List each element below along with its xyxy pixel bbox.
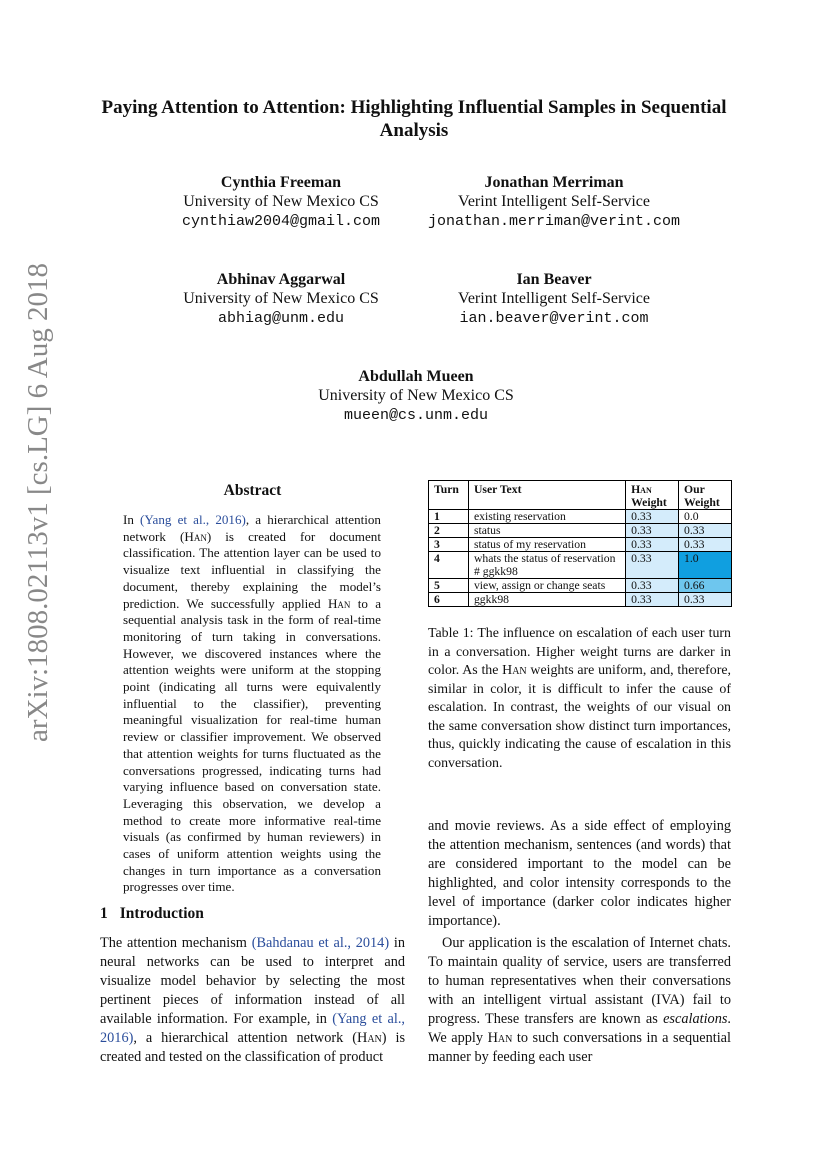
user-text-cell: status	[468, 524, 625, 538]
attention-weights-table	[428, 480, 732, 607]
author-email: cynthiaw2004@gmail.com	[181, 213, 381, 230]
author-name: Jonathan Merriman	[484, 174, 624, 191]
han-weight-cell: 0.33	[626, 552, 679, 579]
table-row	[429, 510, 732, 524]
introduction-body: The attention mechanism (Bahdanau et al., 2014) in neural networks can be used to interpret and visualize model behavior by selecting the most pertinent pieces of information instead of all available information. For example, in (Yang et al., 2016), a hierarchical attention network (Han) is created and tested on the classification of product	[100, 935, 406, 1065]
our-weight-cell: 0.33	[679, 524, 732, 538]
our-weight-cell: 0.33	[679, 538, 732, 552]
han-weight-cell: 0.33	[626, 593, 679, 607]
header-user-text: User Text	[468, 481, 625, 510]
table-row	[429, 538, 732, 552]
header-turn: Turn	[429, 481, 469, 510]
user-text-cell: status of my reservation	[468, 538, 625, 552]
turn-cell: 3	[429, 538, 469, 552]
author-name: Abhinav Aggarwal	[216, 271, 346, 288]
our-weight-cell: 0.66	[679, 579, 732, 593]
turn-cell: 4	[429, 552, 469, 579]
table-header-row	[429, 481, 732, 510]
turn-cell: 5	[429, 579, 469, 593]
table-caption: Table 1: The influence on escalation of each user turn in a conversation. Higher weight turns are darker in color. As the Han weights are uniform, and, therefore, similar in color, it is difficult to infer the cause of escalation. In contrast, the weights of our visual on the same conversation show distinct turn importances, thus, quickly indicating the cause of escalation in this conversation.	[428, 626, 731, 771]
paper-title: Paying Attention to Attention: Highlighting Influential Samples in Sequential Analysis	[101, 97, 727, 141]
turn-cell: 6	[429, 593, 469, 607]
author-name: Ian Beaver	[516, 271, 592, 288]
user-text-cell: ggkk98	[468, 593, 625, 607]
abstract-heading: Abstract	[223, 482, 282, 499]
user-text-cell: view, assign or change seats	[468, 579, 625, 593]
our-weight-cell: 1.0	[679, 552, 732, 579]
arxiv-identifier: arXiv:1808.02113v1 [cs.LG] 6 Aug 2018	[22, 263, 54, 742]
user-text-cell: whats the status of reservation # ggkk98	[468, 552, 625, 579]
header-our-weight: Our Weight	[679, 481, 732, 510]
section-heading: 1 Introduction	[100, 905, 204, 922]
table-row	[429, 524, 732, 538]
author-block	[266, 367, 566, 426]
author-block	[131, 270, 431, 329]
table-row	[429, 593, 732, 607]
han-weight-cell: 0.33	[626, 579, 679, 593]
user-text-cell: existing reservation	[468, 510, 625, 524]
author-affiliation: Verint Intelligent Self-Service	[458, 193, 650, 210]
author-affiliation: University of New Mexico CS	[318, 387, 514, 404]
han-weight-cell: 0.33	[626, 510, 679, 524]
paragraph: and movie reviews. As a side effect of employing the attention mechanism, sentences (and words) that are considered important to the model can be highlighted, and color intensity corresponds to the level of importance (darker color indicates higher importance).	[428, 818, 731, 929]
author-email: jonathan.merriman@verint.com	[427, 213, 681, 230]
author-email: abhiag@unm.edu	[217, 310, 345, 327]
table-row	[429, 579, 732, 593]
author-block	[404, 270, 704, 329]
right-column-body	[428, 817, 731, 1067]
author-block	[404, 173, 704, 232]
author-name: Abdullah Mueen	[358, 368, 474, 385]
citation-link[interactable]: (Bahdanau et al., 2014)	[251, 935, 390, 951]
our-weight-cell: 0.0	[679, 510, 732, 524]
our-weight-cell: 0.33	[679, 593, 732, 607]
author-affiliation: University of New Mexico CS	[183, 193, 379, 210]
author-email: ian.beaver@verint.com	[459, 310, 649, 327]
table-row	[429, 552, 732, 579]
turn-cell: 1	[429, 510, 469, 524]
author-affiliation: University of New Mexico CS	[183, 290, 379, 307]
paragraph: Our application is the escalation of Internet chats. To maintain quality of service, users are transferred to human representatives when their conversations with an intelligent virtual assistant (IVA) fail to progress. These transfers are known as escalations. We apply Han to such conversations in a sequential manner by feeding each user	[428, 935, 731, 1065]
han-weight-cell: 0.33	[626, 538, 679, 552]
citation-link[interactable]: (Yang et al., 2016)	[140, 512, 246, 527]
citation-link[interactable]: (Yang et al., 2016)	[100, 1011, 405, 1046]
author-block	[131, 173, 431, 232]
han-weight-cell: 0.33	[626, 524, 679, 538]
turn-cell: 2	[429, 524, 469, 538]
header-han-weight: Han Weight	[626, 481, 679, 510]
author-email: mueen@cs.unm.edu	[343, 407, 489, 424]
abstract-body: In (Yang et al., 2016), a hierarchical attention network (Han) is created for document classification. The attention layer can be used to visualize text influential in classifying the document, thereby explaining the model’s prediction. We successfully applied Han to a sequential analysis task in the form of real-time monitoring of turn taking in conversations. However, we discovered instances where the attention weights were uniform at the stopping point (indicating all turns were equivalently influential to the classifier), preventing meaningful visualization for real-time human review or classifier improvement. We observed that attention weights for turns fluctuated as the conversations progressed, indicating turns had varying influence based on conversation state. Leveraging this observation, we develop a method to create more informative real-time visuals (as confirmed by human reviewers) in cases of uniform attention weights using the changes in turn importance as a conversation progresses over time.	[123, 512, 382, 895]
author-name: Cynthia Freeman	[220, 174, 342, 191]
author-affiliation: Verint Intelligent Self-Service	[458, 290, 650, 307]
